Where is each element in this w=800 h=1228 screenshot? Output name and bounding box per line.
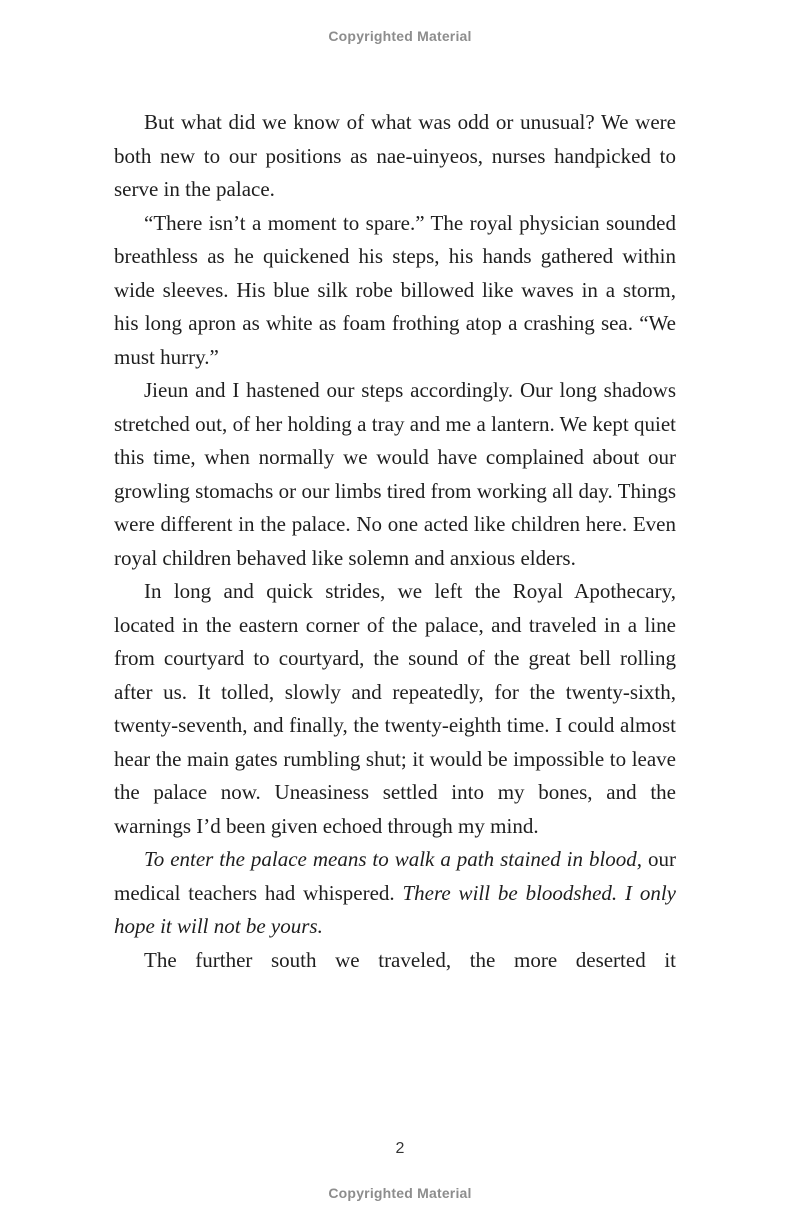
paragraph bbox=[114, 575, 676, 843]
copyright-notice-top: Copyrighted Material bbox=[328, 28, 472, 44]
body-text-segment: “There isn’t a moment to spare.” The royal physician sounded breathless as he quickened his steps, his hands gathered within wide sleeves. His blue silk robe billowed like waves in a storm, his long apron as white as foam frothing atop a crashing sea. “We must hurry.” bbox=[114, 210, 676, 369]
page-text-block bbox=[114, 106, 676, 977]
body-text-segment: our medical teachers had whispered. bbox=[114, 847, 676, 905]
body-text-segment: But what did we know of what was odd or unusual? We were both new to our positions as nae-uinyeos, nurses handpicked to serve in the palace. bbox=[114, 110, 676, 201]
italic-text-segment: To enter the palace means to walk a path stained in blood, bbox=[144, 847, 643, 871]
copyright-notice-bottom: Copyrighted Material bbox=[328, 1185, 472, 1201]
paragraph bbox=[114, 374, 676, 575]
paragraph bbox=[114, 106, 676, 207]
body-text-segment: The further south we traveled, the more deserted it bbox=[144, 947, 676, 972]
paragraph bbox=[114, 843, 676, 944]
body-text-segment: In long and quick strides, we left the Royal Apothecary, located in the eastern corner of the palace, and traveled in a line from courtyard to courtyard, the sound of the great bell rolling after us. It tolled, slowly and repeatedly, for the twenty-sixth, twenty-seventh, and finally, the twenty-eighth time. I could almost hear the main gates rumbling shut; it would be impossible to leave the palace now. Uneasiness settled into my bones, and the warnings I’d been given echoed through my mind. bbox=[114, 579, 676, 838]
paragraph bbox=[114, 207, 676, 375]
paragraph bbox=[114, 944, 676, 978]
italic-text-segment: There will be bloodshed. I only hope it will not be yours. bbox=[114, 880, 676, 938]
page-number: 2 bbox=[395, 1140, 405, 1157]
body-text-segment: Jieun and I hastened our steps accordingly. Our long shadows stretched out, of her holding a tray and me a lantern. We kept quiet this time, when normally we would have complained about our growling stomachs or our limbs tired from working all day. Things were different in the palace. No one acted like children here. Even royal children behaved like solemn and anxious elders. bbox=[114, 378, 676, 570]
